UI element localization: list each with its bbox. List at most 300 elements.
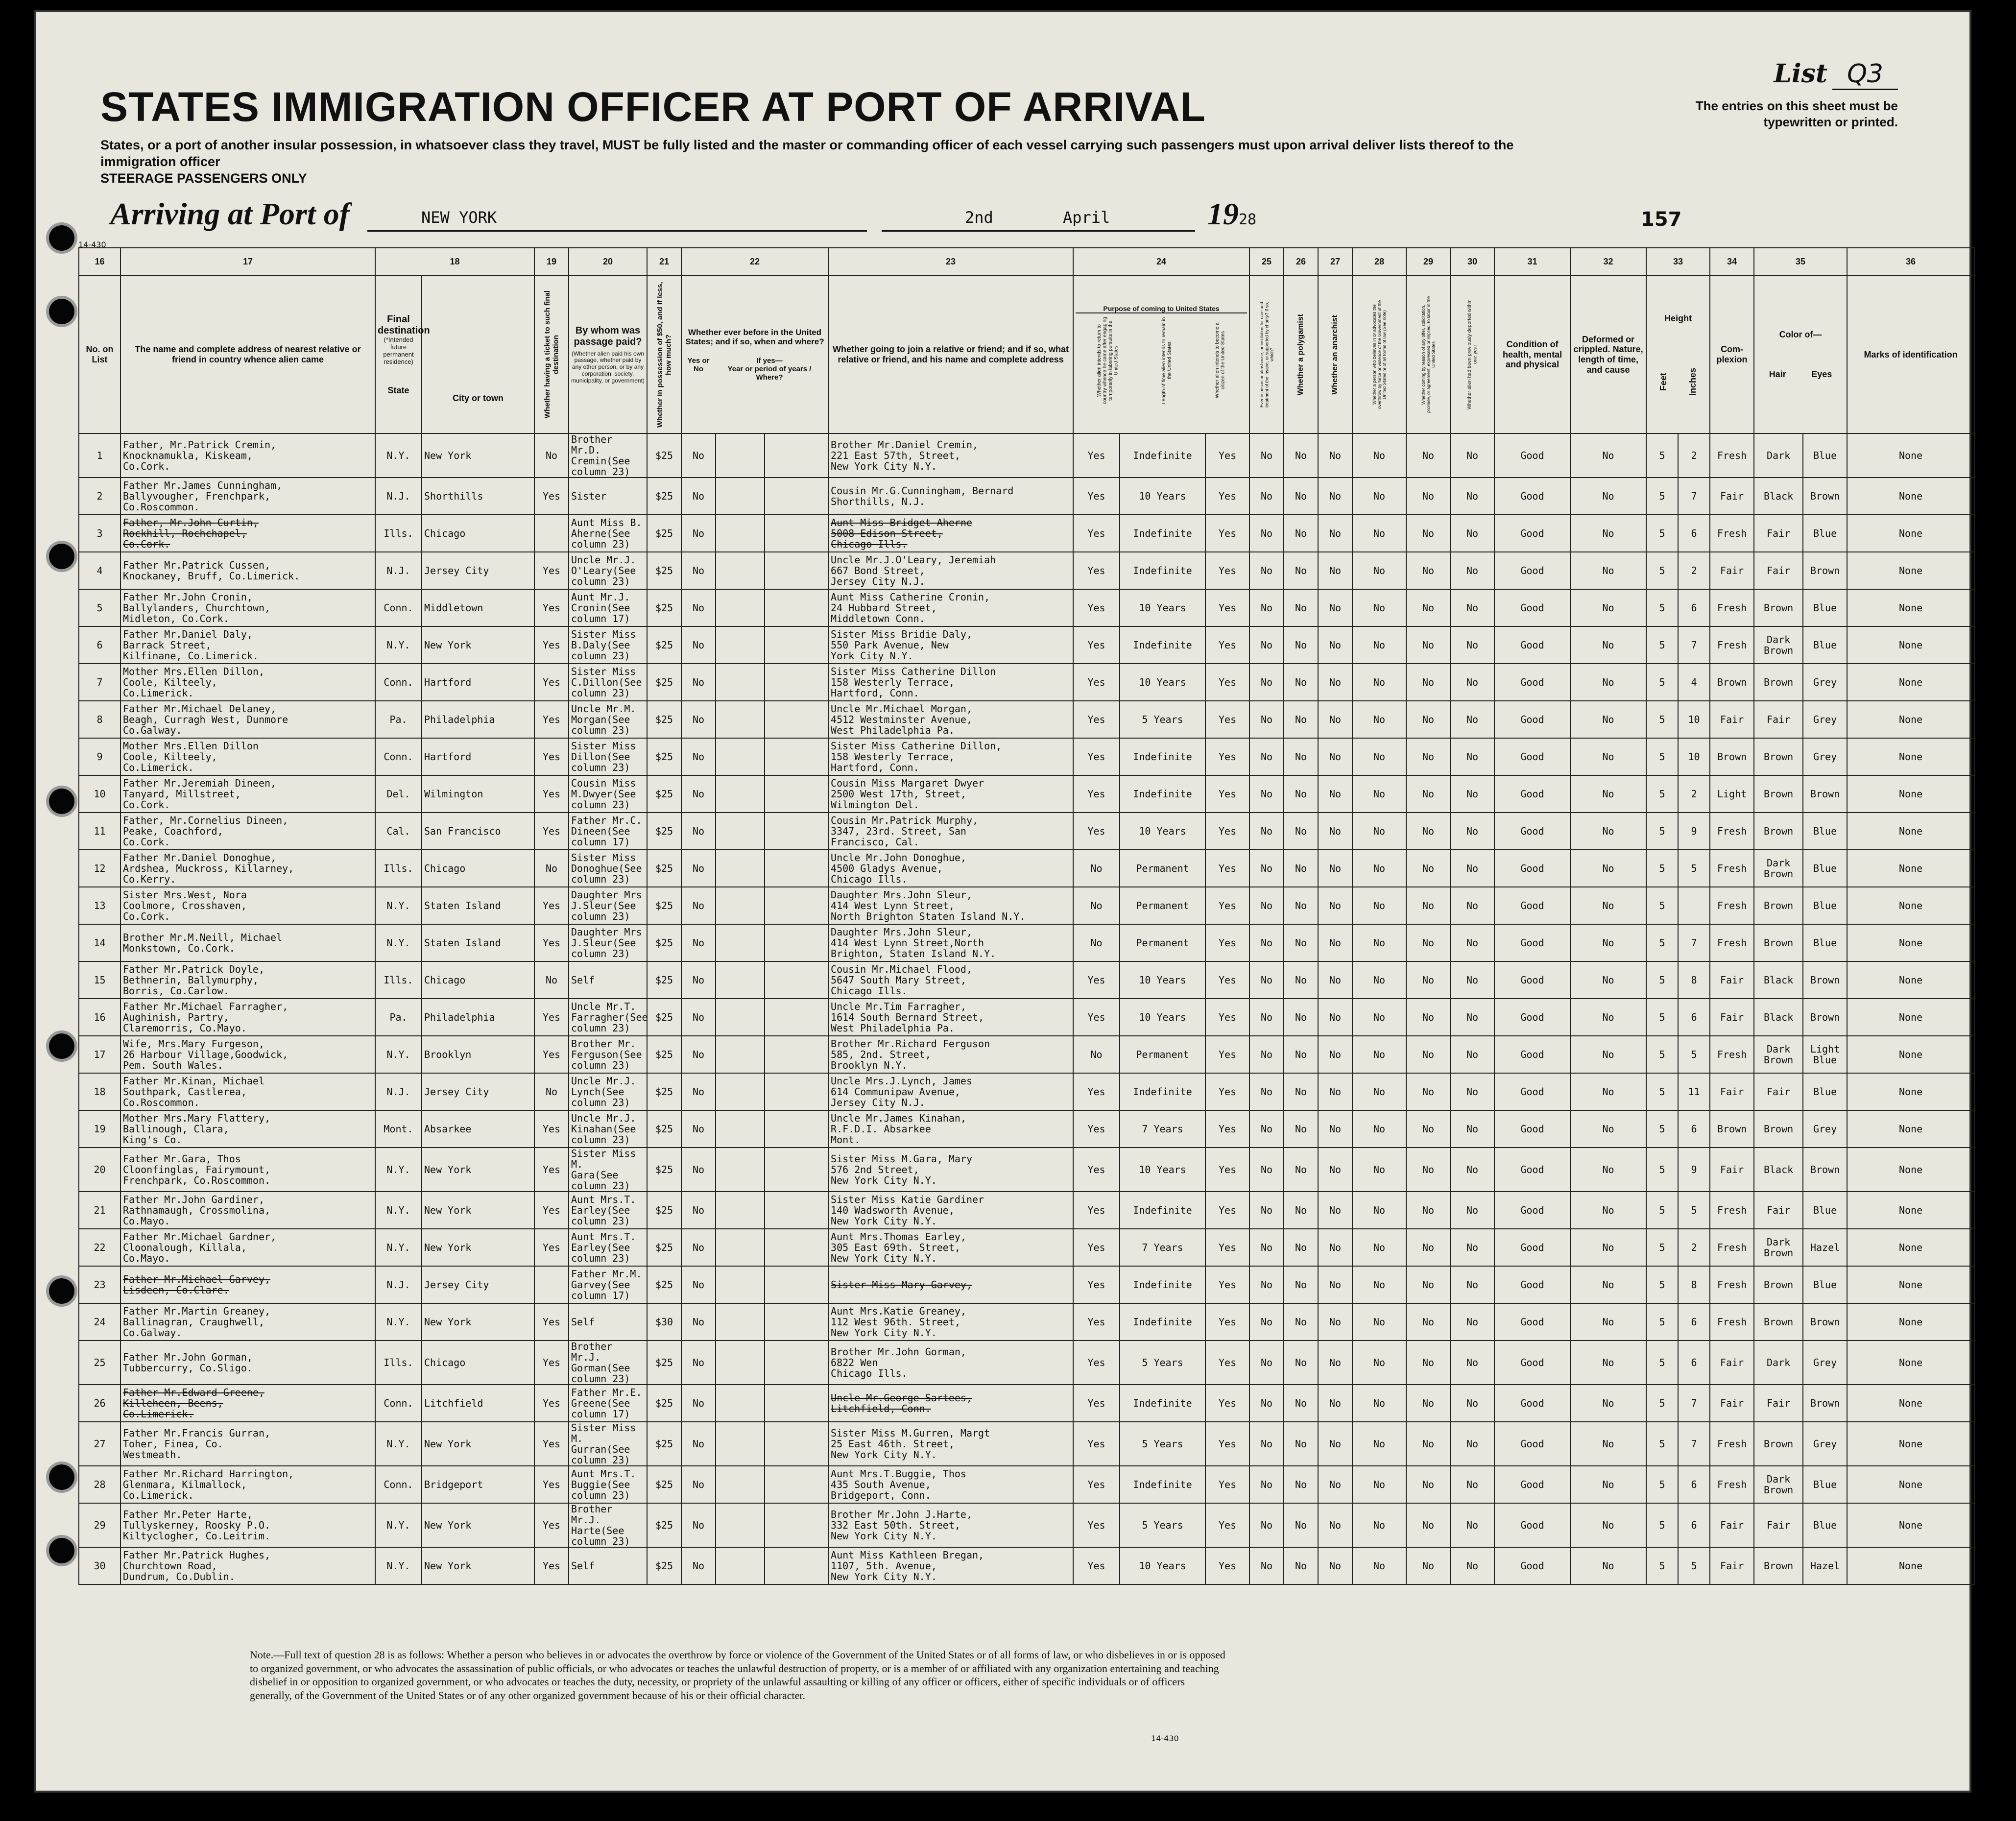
overthrow-cell: No	[1352, 1073, 1406, 1110]
binder-hole-icon	[49, 544, 74, 569]
feet-cell: 5	[1646, 924, 1678, 961]
stay-length-cell: 10 Years	[1120, 478, 1205, 515]
relative-address: Father Mr.Peter Harte, Tullyskerney, Roosky P.O. Kiltyclogher, Co.Leitrim.	[120, 1503, 375, 1547]
before-us-cell: No	[681, 515, 716, 552]
relative-address: Father Mr.Edward Greene, Killeheen, Beens, Co.Limerick.	[120, 1385, 375, 1422]
ticket-cell: Yes	[534, 1229, 569, 1266]
ticket-cell: Yes	[534, 1385, 569, 1422]
deformed-cell: No	[1570, 850, 1646, 887]
table-row	[79, 1073, 1974, 1110]
citizen-intent-cell: Yes	[1205, 1341, 1249, 1385]
period-cell	[716, 433, 765, 478]
city-cell: New York	[422, 1229, 534, 1266]
anarchist-cell: No	[1318, 1303, 1352, 1341]
footnote: Note.—Full text of question 28 is as follows: Whether a person who believes in or advocates the overthrow by force or violence of the Government of the United States or of all forms of law, or who disbelieves in or is opposed to organized government, or who advocates the assassination of public officials, or who advocates or teaches the unlawful destruction of property, or is a member of or affiliated with any organization entertaining and teaching disbelief in or opposition to organized government, or who advocates or teaches the duty, necessity, or propriety of the unlawful assaulting or killing of any officer or officers, either of specific individuals or of officers generally, of the Government of the United States or of any other organized government because of his or their official character.	[250, 1649, 1225, 1701]
feet-cell: 5	[1646, 1229, 1678, 1266]
hair-cell: Brown	[1754, 1266, 1803, 1303]
anarchist-cell: No	[1318, 1385, 1352, 1422]
ticket-cell: Yes	[534, 813, 569, 850]
joining-relative: Uncle Mrs.J.Lynch, James 614 Communipaw Avenue, Jersey City N.J.	[828, 1073, 1073, 1110]
complexion-cell: Fresh	[1710, 924, 1754, 961]
passage-paid-cell: Cousin Miss M.Dwyer(See column 23)	[569, 775, 647, 813]
city-cell: Chicago	[422, 515, 534, 552]
citizen-intent-cell: Yes	[1205, 589, 1249, 626]
header-state: Final destination (*Intended future permanent residence) State	[375, 276, 422, 433]
table-row	[79, 1466, 1974, 1503]
overthrow-cell: No	[1352, 1192, 1406, 1229]
anarchist-cell: No	[1318, 1073, 1352, 1110]
joining-relative: Brother Mr.Richard Ferguson 585, 2nd. Street, Brooklyn N.Y.	[828, 1036, 1073, 1073]
joining-relative: Cousin Mr.G.Cunningham, Bernard Shorthills, N.J.	[828, 478, 1073, 515]
money-cell: $25	[647, 1422, 681, 1466]
header-joining: Whether going to join a relative or friend; and if so, what relative or friend, and his name and complete address	[828, 276, 1073, 433]
row-number: 27	[79, 1422, 120, 1466]
city-cell: Philadelphia	[422, 701, 534, 738]
return-intent-cell: Yes	[1073, 775, 1120, 813]
hair-cell: Black	[1754, 961, 1803, 999]
feet-cell: 5	[1646, 1110, 1678, 1148]
return-intent-cell: Yes	[1073, 478, 1120, 515]
deformed-cell: No	[1570, 999, 1646, 1036]
city-cell: Wilmington	[422, 775, 534, 813]
eyes-cell: Brown	[1803, 1148, 1847, 1192]
eyes-cell: Blue	[1803, 1192, 1847, 1229]
table-row	[79, 626, 1974, 664]
row-number: 29	[79, 1503, 120, 1547]
eyes-cell: Blue	[1803, 1266, 1847, 1303]
row-number: 22	[79, 1229, 120, 1266]
hair-cell: Fair	[1754, 1192, 1803, 1229]
row-number: 14	[79, 924, 120, 961]
table-row	[79, 924, 1974, 961]
stay-length-cell: 10 Years	[1120, 1547, 1205, 1584]
anarchist-cell: No	[1318, 433, 1352, 478]
ticket-cell: Yes	[534, 775, 569, 813]
inches-cell: 7	[1678, 478, 1710, 515]
header-height: Height Feet Inches	[1646, 276, 1710, 433]
ticket-cell: Yes	[534, 1036, 569, 1073]
anarchist-cell: No	[1318, 1192, 1352, 1229]
where-cell	[765, 1110, 828, 1148]
marks-cell: None	[1847, 1385, 1974, 1422]
overthrow-cell: No	[1352, 961, 1406, 999]
money-cell: $25	[647, 701, 681, 738]
hair-cell: Brown	[1754, 1303, 1803, 1341]
polygamist-cell: No	[1284, 1466, 1318, 1503]
citizen-intent-cell: Yes	[1205, 701, 1249, 738]
row-number: 25	[79, 1341, 120, 1385]
citizen-intent-cell: Yes	[1205, 775, 1249, 813]
period-cell	[716, 1547, 765, 1584]
inches-cell: 8	[1678, 961, 1710, 999]
return-intent-cell: Yes	[1073, 1422, 1120, 1466]
inches-cell: 10	[1678, 701, 1710, 738]
eyes-cell: Blue	[1803, 626, 1847, 664]
feet-cell: 5	[1646, 1422, 1678, 1466]
inches-cell: 2	[1678, 552, 1710, 589]
money-cell: $25	[647, 1503, 681, 1547]
relative-address: Mother Mrs.Mary Flattery, Ballinough, Clara, King's Co.	[120, 1110, 375, 1148]
passage-paid-cell: Brother Mr.D. Cremin(See column 23)	[569, 433, 647, 478]
stay-length-cell: Indefinite	[1120, 738, 1205, 775]
anarchist-cell: No	[1318, 924, 1352, 961]
money-cell: $25	[647, 552, 681, 589]
deported-cell: No	[1450, 1229, 1494, 1266]
header-purpose: Purpose of coming to United States Whether alien intends to return to country whence he came after engaging temporarily in laboring pursuits in the United States Length of time alien intends to remain in the United States Whether alien intends to become a citizen of the United States	[1073, 276, 1249, 433]
citizen-intent-cell: Yes	[1205, 961, 1249, 999]
passage-paid-cell: Daughter Mrs J.Sleur(See column 23)	[569, 887, 647, 924]
period-cell	[716, 1229, 765, 1266]
eyes-cell: Grey	[1803, 1422, 1847, 1466]
marks-cell: None	[1847, 887, 1974, 924]
hair-cell: Brown	[1754, 1422, 1803, 1466]
citizen-intent-cell: Yes	[1205, 478, 1249, 515]
ticket-cell: No	[534, 850, 569, 887]
stay-length-cell: 10 Years	[1120, 664, 1205, 701]
eyes-cell: Blue	[1803, 433, 1847, 478]
polygamist-cell: No	[1284, 813, 1318, 850]
before-us-cell: No	[681, 1266, 716, 1303]
row-number: 11	[79, 813, 120, 850]
passage-paid-cell: Sister Miss Dillon(See column 23)	[569, 738, 647, 775]
prison-cell: No	[1249, 1073, 1284, 1110]
month-value: April	[1063, 208, 1110, 227]
polygamist-cell: No	[1284, 1385, 1318, 1422]
marks-cell: None	[1847, 1148, 1974, 1192]
period-cell	[716, 478, 765, 515]
promise-cell: No	[1406, 1036, 1450, 1073]
return-intent-cell: No	[1073, 887, 1120, 924]
inches-cell: 8	[1678, 1266, 1710, 1303]
where-cell	[765, 1148, 828, 1192]
joining-relative: Uncle Mr.Tim Farragher, 1614 South Bernard Street, West Philadelphia Pa.	[828, 999, 1073, 1036]
table-row	[79, 1422, 1974, 1466]
health-cell: Good	[1494, 664, 1570, 701]
promise-cell: No	[1406, 1303, 1450, 1341]
anarchist-cell: No	[1318, 1422, 1352, 1466]
joining-relative: Uncle Mr.Michael Morgan, 4512 Westminster Avenue, West Philadelphia Pa.	[828, 701, 1073, 738]
promise-cell: No	[1406, 626, 1450, 664]
marks-cell: None	[1847, 626, 1974, 664]
promise-cell: No	[1406, 924, 1450, 961]
passage-paid-cell: Self	[569, 1547, 647, 1584]
stay-length-cell: 10 Years	[1120, 589, 1205, 626]
promise-cell: No	[1406, 775, 1450, 813]
feet-cell: 5	[1646, 433, 1678, 478]
eyes-cell: Light Blue	[1803, 1036, 1847, 1073]
state-cell: Del.	[375, 775, 422, 813]
city-cell: Staten Island	[422, 887, 534, 924]
hair-cell: Fair	[1754, 552, 1803, 589]
row-number: 2	[79, 478, 120, 515]
health-cell: Good	[1494, 1466, 1570, 1503]
deformed-cell: No	[1570, 664, 1646, 701]
passage-paid-cell: Uncle Mr.T. Farragher(See column 23)	[569, 999, 647, 1036]
year-value: 1928	[1207, 196, 1257, 231]
deported-cell: No	[1450, 1303, 1494, 1341]
health-cell: Good	[1494, 1229, 1570, 1266]
relative-address: Father Mr.Jeremiah Dineen, Tanyard, Millstreet, Co.Cork.	[120, 775, 375, 813]
manifest-sheet	[34, 10, 1971, 1793]
binder-hole-icon	[49, 1033, 74, 1059]
marks-cell: None	[1847, 961, 1974, 999]
header-prison: Ever in prison or almshouse, or institution for care and treatment of the insane, or supported by charity? If so, which?	[1249, 276, 1284, 433]
ticket-cell: No	[534, 433, 569, 478]
promise-cell: No	[1406, 664, 1450, 701]
table-row	[79, 1303, 1974, 1341]
eyes-cell: Brown	[1803, 478, 1847, 515]
feet-cell: 5	[1646, 850, 1678, 887]
deformed-cell: No	[1570, 961, 1646, 999]
passenger-rows	[79, 433, 1974, 1584]
hair-cell: Dark	[1754, 433, 1803, 478]
where-cell	[765, 1229, 828, 1266]
city-cell: Shorthills	[422, 478, 534, 515]
deformed-cell: No	[1570, 924, 1646, 961]
money-cell: $25	[647, 1036, 681, 1073]
inches-cell: 6	[1678, 1466, 1710, 1503]
money-cell: $25	[647, 813, 681, 850]
joining-relative: Sister Miss M.Gara, Mary 576 2nd Street, New York City N.Y.	[828, 1148, 1073, 1192]
passage-paid-cell: Uncle Mr.M. Morgan(See column 23)	[569, 701, 647, 738]
overthrow-cell: No	[1352, 738, 1406, 775]
arriving-label: Arriving at Port of	[110, 196, 350, 231]
table-row	[79, 738, 1974, 775]
joining-relative: Uncle Mr.George Sartees, Litchfield, Conn.	[828, 1385, 1073, 1422]
marks-cell: None	[1847, 478, 1974, 515]
where-cell	[765, 961, 828, 999]
complexion-cell: Fresh	[1710, 1422, 1754, 1466]
where-cell	[765, 999, 828, 1036]
city-cell: New York	[422, 1503, 534, 1547]
feet-cell: 5	[1646, 1341, 1678, 1385]
stay-length-cell: Indefinite	[1120, 515, 1205, 552]
feet-cell: 5	[1646, 887, 1678, 924]
before-us-cell: No	[681, 1036, 716, 1073]
return-intent-cell: Yes	[1073, 1385, 1120, 1422]
before-us-cell: No	[681, 552, 716, 589]
passenger-table	[78, 247, 1975, 1585]
citizen-intent-cell: Yes	[1205, 999, 1249, 1036]
overthrow-cell: No	[1352, 701, 1406, 738]
stay-length-cell: 7 Years	[1120, 1110, 1205, 1148]
city-cell: Jersey City	[422, 552, 534, 589]
deported-cell: No	[1450, 626, 1494, 664]
anarchist-cell: No	[1318, 626, 1352, 664]
money-cell: $25	[647, 478, 681, 515]
row-number: 12	[79, 850, 120, 887]
row-number: 21	[79, 1192, 120, 1229]
row-number: 30	[79, 1547, 120, 1584]
inches-cell: 5	[1678, 850, 1710, 887]
state-cell: Mont.	[375, 1110, 422, 1148]
promise-cell: No	[1406, 1547, 1450, 1584]
return-intent-cell: Yes	[1073, 1466, 1120, 1503]
city-cell: New York	[422, 626, 534, 664]
city-cell: Brooklyn	[422, 1036, 534, 1073]
prison-cell: No	[1249, 1422, 1284, 1466]
city-cell: Jersey City	[422, 1073, 534, 1110]
hair-cell: Brown	[1754, 1110, 1803, 1148]
where-cell	[765, 1073, 828, 1110]
money-cell: $25	[647, 1385, 681, 1422]
return-intent-cell: Yes	[1073, 515, 1120, 552]
overthrow-cell: No	[1352, 1110, 1406, 1148]
state-cell: Ills.	[375, 850, 422, 887]
prison-cell: No	[1249, 1547, 1284, 1584]
polygamist-cell: No	[1284, 775, 1318, 813]
marks-cell: None	[1847, 1303, 1974, 1341]
overthrow-cell: No	[1352, 1229, 1406, 1266]
ticket-cell: Yes	[534, 589, 569, 626]
inches-cell: 7	[1678, 626, 1710, 664]
state-cell: N.Y.	[375, 1303, 422, 1341]
overthrow-cell: No	[1352, 478, 1406, 515]
ticket-cell: Yes	[534, 1547, 569, 1584]
deformed-cell: No	[1570, 1466, 1646, 1503]
before-us-cell: No	[681, 626, 716, 664]
deformed-cell: No	[1570, 1303, 1646, 1341]
stay-length-cell: Indefinite	[1120, 1192, 1205, 1229]
promise-cell: No	[1406, 813, 1450, 850]
ticket-cell: Yes	[534, 664, 569, 701]
inches-cell: 6	[1678, 589, 1710, 626]
deformed-cell: No	[1570, 1073, 1646, 1110]
return-intent-cell: Yes	[1073, 1303, 1120, 1341]
relative-address: Father Mr.Richard Harrington, Glenmara, Kilmallock, Co.Limerick.	[120, 1466, 375, 1503]
feet-cell: 5	[1646, 1266, 1678, 1303]
complexion-cell: Fresh	[1710, 589, 1754, 626]
health-cell: Good	[1494, 701, 1570, 738]
marks-cell: None	[1847, 813, 1974, 850]
eyes-cell: Brown	[1803, 961, 1847, 999]
passage-paid-cell: Aunt Miss B. Aherne(See column 23)	[569, 515, 647, 552]
citizen-intent-cell: Yes	[1205, 1303, 1249, 1341]
where-cell	[765, 701, 828, 738]
deformed-cell: No	[1570, 1036, 1646, 1073]
state-cell: Ills.	[375, 961, 422, 999]
joining-relative: Brother Mr.John Gorman, 6822 Wen Chicago Ills.	[828, 1341, 1073, 1385]
eyes-cell: Blue	[1803, 1073, 1847, 1110]
row-number: 7	[79, 664, 120, 701]
inches-cell: 6	[1678, 1303, 1710, 1341]
deported-cell: No	[1450, 924, 1494, 961]
joining-relative: Aunt Mrs.T.Buggie, Thos 435 South Avenue, Bridgeport, Conn.	[828, 1466, 1073, 1503]
citizen-intent-cell: Yes	[1205, 515, 1249, 552]
before-us-cell: No	[681, 887, 716, 924]
table-row	[79, 1547, 1974, 1584]
period-cell	[716, 1385, 765, 1422]
promise-cell: No	[1406, 1073, 1450, 1110]
table-row	[79, 887, 1974, 924]
deported-cell: No	[1450, 1036, 1494, 1073]
joining-relative: Aunt Miss Bridget Aherne 5008 Edison Street, Chicago Ills.	[828, 515, 1073, 552]
relative-address: Mother Mrs.Ellen Dillon Coole, Kilteely, Co.Limerick.	[120, 738, 375, 775]
overthrow-cell: No	[1352, 1385, 1406, 1422]
feet-cell: 5	[1646, 515, 1678, 552]
anarchist-cell: No	[1318, 738, 1352, 775]
stay-length-cell: 5 Years	[1120, 1341, 1205, 1385]
deported-cell: No	[1450, 738, 1494, 775]
stay-length-cell: 5 Years	[1120, 1422, 1205, 1466]
complexion-cell: Fair	[1710, 999, 1754, 1036]
overthrow-cell: No	[1352, 552, 1406, 589]
prison-cell: No	[1249, 1266, 1284, 1303]
state-cell: N.Y.	[375, 1422, 422, 1466]
overthrow-cell: No	[1352, 1303, 1406, 1341]
promise-cell: No	[1406, 589, 1450, 626]
hair-cell: Dark Brown	[1754, 1036, 1803, 1073]
complexion-cell: Brown	[1710, 664, 1754, 701]
anarchist-cell: No	[1318, 1341, 1352, 1385]
promise-cell: No	[1406, 1341, 1450, 1385]
health-cell: Good	[1494, 433, 1570, 478]
stay-length-cell: Indefinite	[1120, 1073, 1205, 1110]
ticket-cell: Yes	[534, 552, 569, 589]
prison-cell: No	[1249, 1229, 1284, 1266]
joining-relative: Sister Miss Katie Gardiner 140 Wadsworth Avenue, New York City N.Y.	[828, 1192, 1073, 1229]
before-us-cell: No	[681, 999, 716, 1036]
return-intent-cell: No	[1073, 850, 1120, 887]
header-color: Color of— Hair Eyes	[1754, 276, 1847, 433]
deformed-cell: No	[1570, 1229, 1646, 1266]
deported-cell: No	[1450, 850, 1494, 887]
overthrow-cell: No	[1352, 1466, 1406, 1503]
eyes-cell: Grey	[1803, 701, 1847, 738]
feet-cell: 5	[1646, 1036, 1678, 1073]
deformed-cell: No	[1570, 1422, 1646, 1466]
stay-length-cell: Indefinite	[1120, 775, 1205, 813]
marks-cell: None	[1847, 1547, 1974, 1584]
promise-cell: No	[1406, 552, 1450, 589]
complexion-cell: Fair	[1710, 1073, 1754, 1110]
complexion-cell: Brown	[1710, 738, 1754, 775]
period-cell	[716, 1110, 765, 1148]
complexion-cell: Fresh	[1710, 626, 1754, 664]
before-us-cell: No	[681, 1503, 716, 1547]
row-number: 17	[79, 1036, 120, 1073]
period-cell	[716, 1503, 765, 1547]
where-cell	[765, 1192, 828, 1229]
polygamist-cell: No	[1284, 552, 1318, 589]
health-cell: Good	[1494, 1073, 1570, 1110]
eyes-cell: Hazel	[1803, 1229, 1847, 1266]
money-cell: $25	[647, 664, 681, 701]
inches-cell: 2	[1678, 775, 1710, 813]
relative-address: Father Mr.Michael Gardner, Cloonalough, Killala, Co.Mayo.	[120, 1229, 375, 1266]
stay-length-cell: 5 Years	[1120, 1503, 1205, 1547]
table-row	[79, 1148, 1974, 1192]
before-us-cell: No	[681, 1073, 716, 1110]
eyes-cell: Grey	[1803, 1341, 1847, 1385]
joining-relative: Uncle Mr.J.O'Leary, Jeremiah 667 Bond Street, Jersey City N.J.	[828, 552, 1073, 589]
polygamist-cell: No	[1284, 1148, 1318, 1192]
day-value: 2nd	[965, 208, 993, 227]
where-cell	[765, 1503, 828, 1547]
binder-hole-icon	[49, 225, 74, 251]
joining-relative: Cousin Mr.Michael Flood, 5647 South Mary Street, Chicago Ills.	[828, 961, 1073, 999]
hair-cell: Dark Brown	[1754, 1466, 1803, 1503]
table-row	[79, 850, 1974, 887]
citizen-intent-cell: Yes	[1205, 1229, 1249, 1266]
health-cell: Good	[1494, 552, 1570, 589]
money-cell: $25	[647, 1229, 681, 1266]
form-number: 14-430	[1151, 1734, 1179, 1743]
period-cell	[716, 552, 765, 589]
feet-cell: 5	[1646, 738, 1678, 775]
citizen-intent-cell: Yes	[1205, 1110, 1249, 1148]
inches-cell: 2	[1678, 433, 1710, 478]
